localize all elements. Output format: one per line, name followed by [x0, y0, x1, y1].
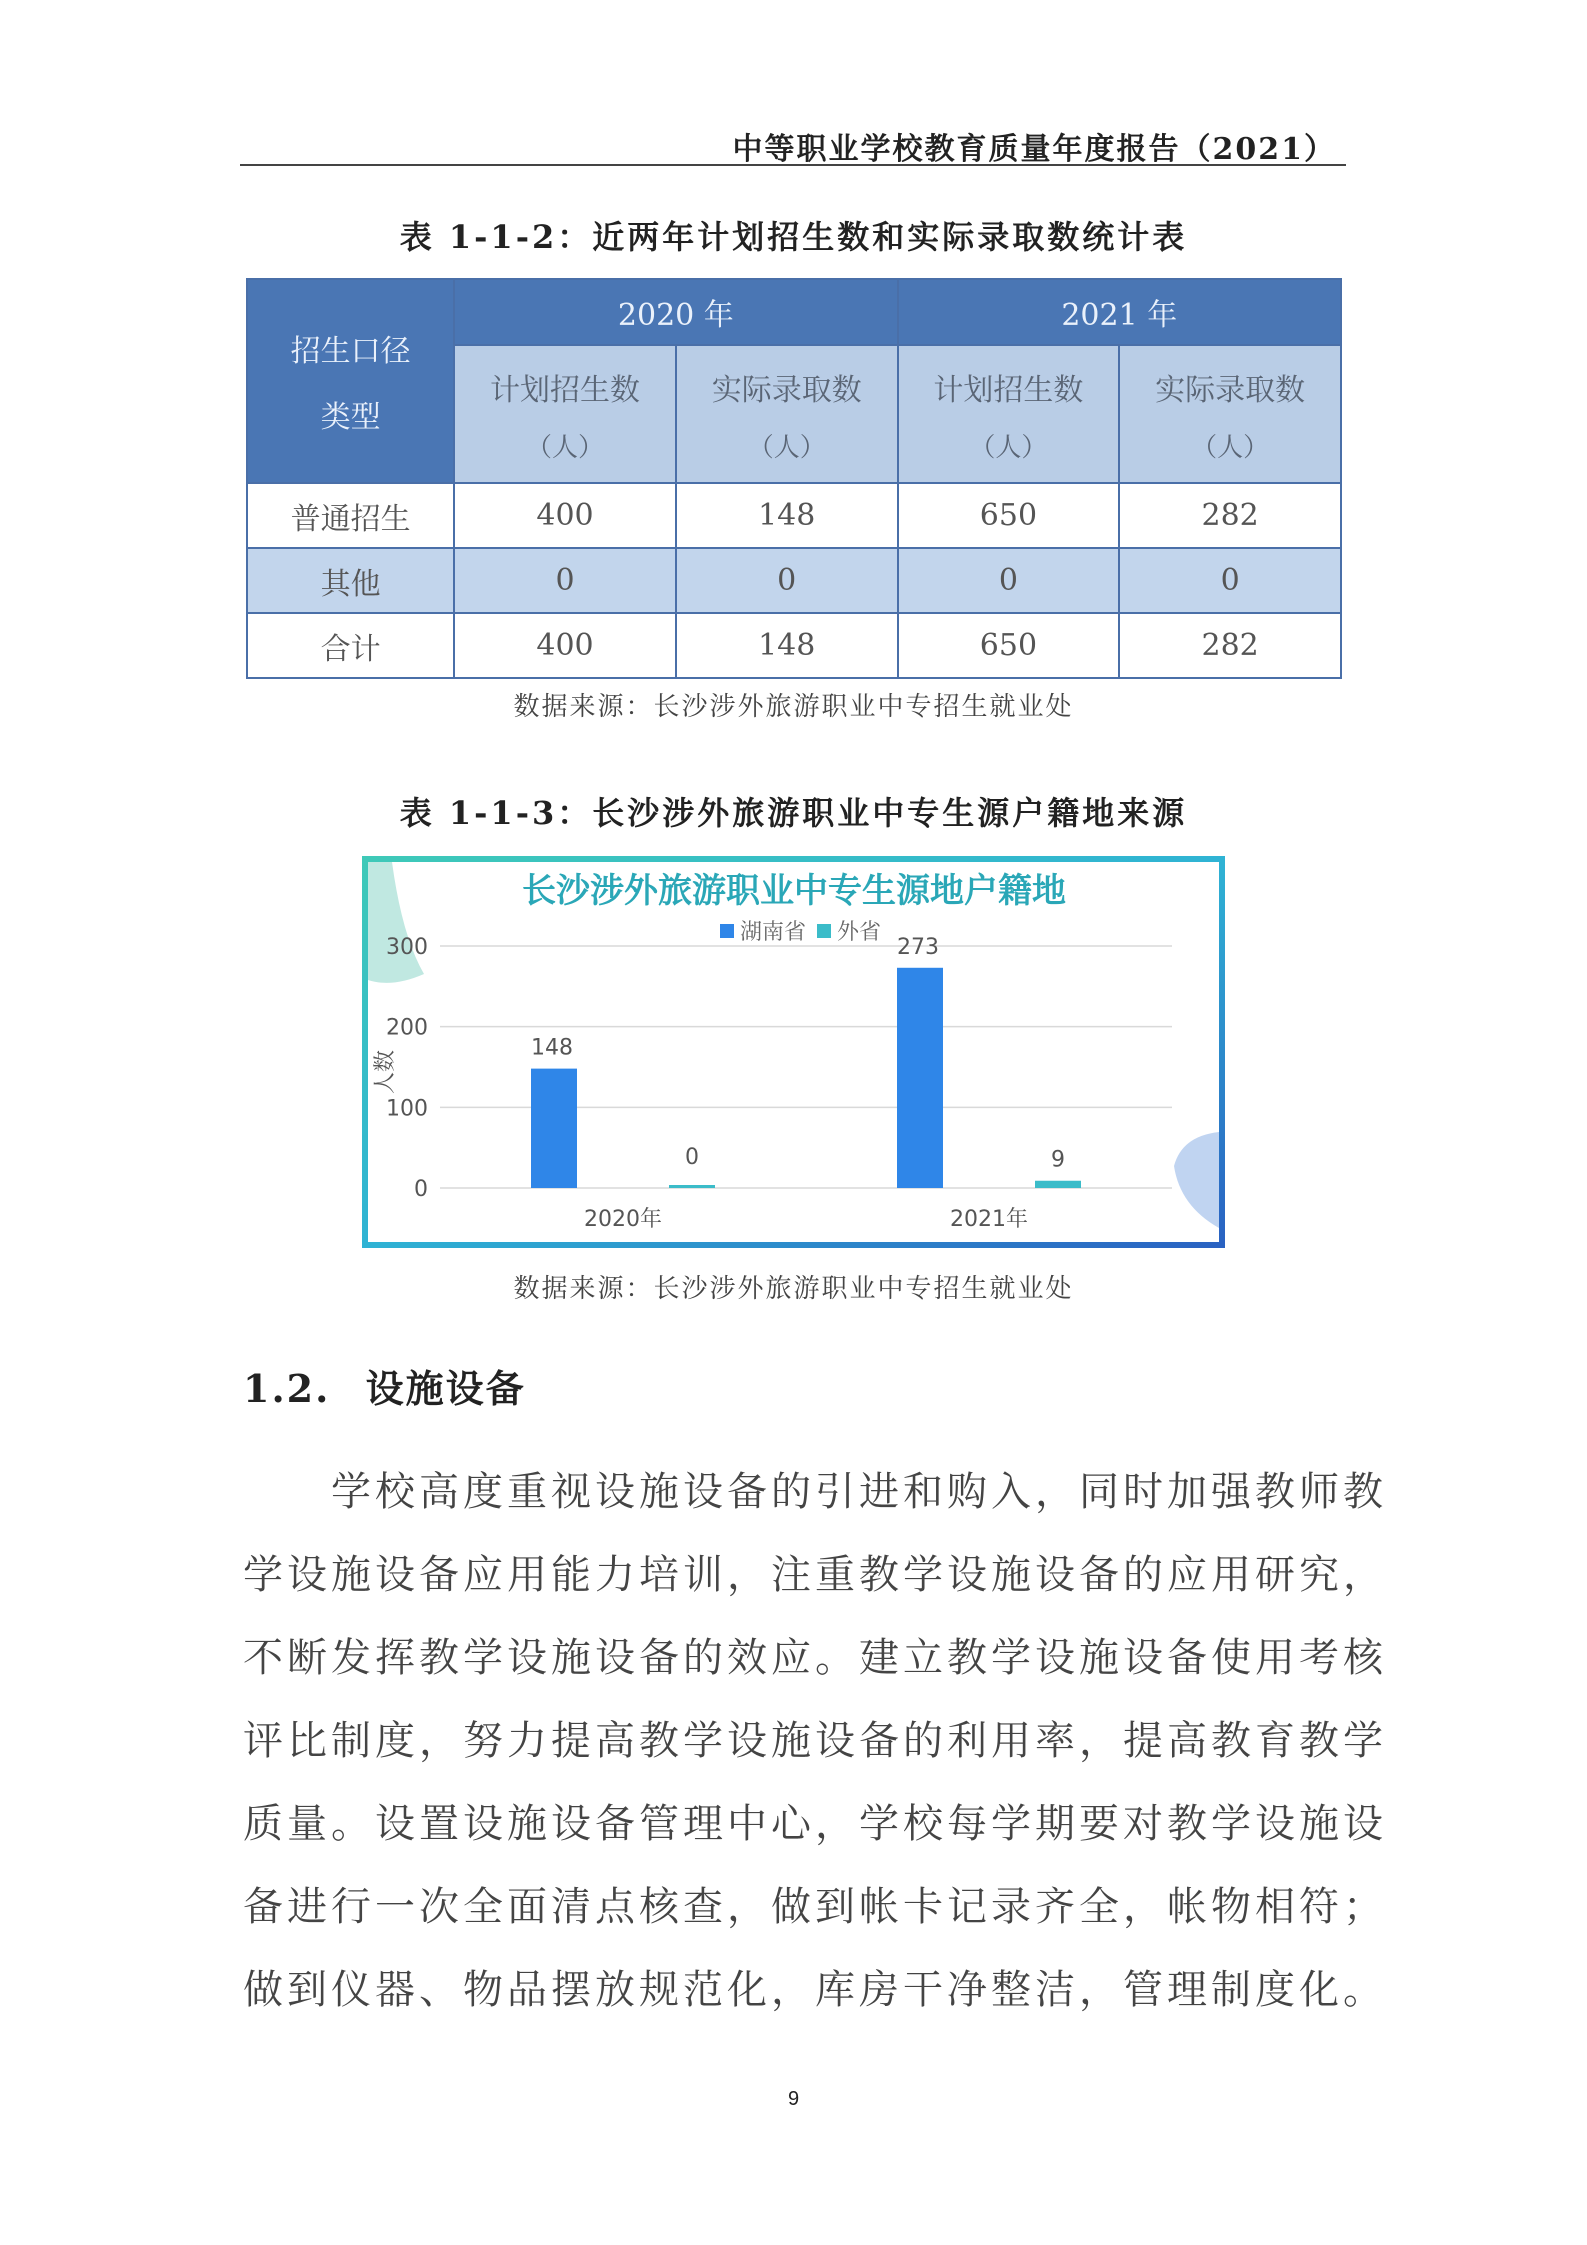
- y-axis-label: 人数: [373, 1049, 398, 1095]
- bar: [669, 1185, 715, 1188]
- row-header-line1: 招生口径: [290, 334, 411, 369]
- paragraph-line: 质量。设置设施设备管理中心，学校每学期要对教学设施设: [243, 1801, 1387, 1847]
- col-label: 实际录取数: [1155, 372, 1306, 408]
- chart-container: [362, 856, 1225, 1248]
- col-label: 计划招生数: [490, 372, 640, 408]
- col-header-planned-2020: [454, 345, 676, 483]
- report-title: 中等职业学校教育质量年度报告（2021）: [732, 132, 1336, 167]
- paragraph-line: 备进行一次全面清点核查，做到帐卡记录齐全，帐物相符；: [243, 1884, 1387, 1930]
- chart-title: 长沙涉外旅游职业中专生源地户籍地: [522, 871, 1066, 911]
- row-header-line2: 类型: [320, 400, 381, 435]
- y-tick-label: 100: [386, 1096, 428, 1122]
- col-unit: （人）: [1191, 432, 1270, 463]
- y-tick-label: 200: [386, 1015, 428, 1041]
- x-tick-label: 2020年: [584, 1207, 662, 1232]
- cell: 0: [1119, 548, 1341, 613]
- cell: 282: [1119, 483, 1341, 548]
- legend-swatch: [817, 924, 831, 938]
- table-row: [247, 548, 1341, 613]
- page-number: 9: [787, 2088, 800, 2110]
- cell: 650: [898, 483, 1120, 548]
- table-caption: 表 1-1-2：近两年计划招生数和实际录取数统计表: [399, 218, 1188, 256]
- col-unit: （人）: [747, 432, 826, 463]
- paragraph-line: 做到仪器、物品摆放规范化，库房干净整洁，管理制度化。: [243, 1967, 1387, 2013]
- section-title: 设施设备: [365, 1366, 526, 1411]
- cell: 0: [454, 548, 676, 613]
- bar: [531, 1069, 577, 1188]
- paragraph-line: 学设施设备应用能力培训，注重教学设施设备的应用研究，: [243, 1552, 1387, 1598]
- col-header-actual-2021: [1119, 345, 1341, 483]
- bar-chart: [362, 856, 1225, 1248]
- col-unit: （人）: [969, 432, 1048, 463]
- cell: 650: [898, 613, 1120, 678]
- col-header-actual-2020: [676, 345, 898, 483]
- page-header: [240, 122, 1346, 166]
- legend-label: 湖南省: [740, 920, 807, 945]
- bar: [1035, 1181, 1081, 1188]
- enrollment-table: [246, 278, 1342, 679]
- paragraph-line: 评比制度，努力提高教学设施设备的利用率，提高教育教学: [243, 1718, 1387, 1764]
- data-label: 0: [685, 1145, 699, 1170]
- cell: 282: [1119, 613, 1341, 678]
- chart-caption: 表 1-1-3：长沙涉外旅游职业中专生源户籍地来源: [399, 794, 1188, 832]
- cell: 148: [676, 483, 898, 548]
- cell: 148: [676, 613, 898, 678]
- col-label: 计划招生数: [933, 372, 1084, 408]
- col-label: 实际录取数: [711, 372, 862, 408]
- row-label: 合计: [247, 613, 454, 678]
- data-label: 273: [897, 934, 939, 960]
- row-label: 其他: [247, 548, 454, 613]
- section-number: 1.2.: [243, 1366, 331, 1411]
- col-header-planned-2021: [898, 345, 1120, 483]
- cell: 0: [898, 548, 1120, 613]
- legend-label: 外省: [837, 920, 882, 945]
- col-unit: （人）: [526, 432, 605, 463]
- section-heading: [243, 1358, 526, 1413]
- bar: [897, 968, 943, 1188]
- table-row: [247, 613, 1341, 678]
- table-source: 数据来源：长沙涉外旅游职业中专招生就业处: [513, 692, 1074, 722]
- cell: 400: [454, 613, 676, 678]
- chart-legend: [720, 920, 881, 945]
- paragraph-line: 学校高度重视设施设备的引进和购入，同时加强教师教: [243, 1469, 1387, 1515]
- paragraph-line: 不断发挥教学设施设备的效应。建立教学设施设备使用考核: [243, 1635, 1387, 1681]
- y-tick-label: 300: [386, 935, 428, 960]
- cell: 400: [454, 483, 676, 548]
- y-tick-label: 0: [414, 1177, 428, 1202]
- data-label: 148: [531, 1035, 573, 1061]
- cell: 0: [676, 548, 898, 613]
- legend-swatch: [720, 924, 734, 938]
- x-tick-label: 2021年: [950, 1207, 1028, 1232]
- table-row: [247, 483, 1341, 548]
- row-header-cell: [247, 279, 454, 483]
- chart-source: 数据来源：长沙涉外旅游职业中专招生就业处: [513, 1274, 1074, 1304]
- chart-frame: [365, 859, 1222, 1245]
- year-header-2020: 2020 年: [454, 279, 897, 345]
- row-label: 普通招生: [247, 483, 454, 548]
- data-label: 9: [1051, 1147, 1065, 1173]
- body-paragraph: [243, 1460, 1387, 2041]
- year-header-2021: 2021 年: [898, 279, 1341, 345]
